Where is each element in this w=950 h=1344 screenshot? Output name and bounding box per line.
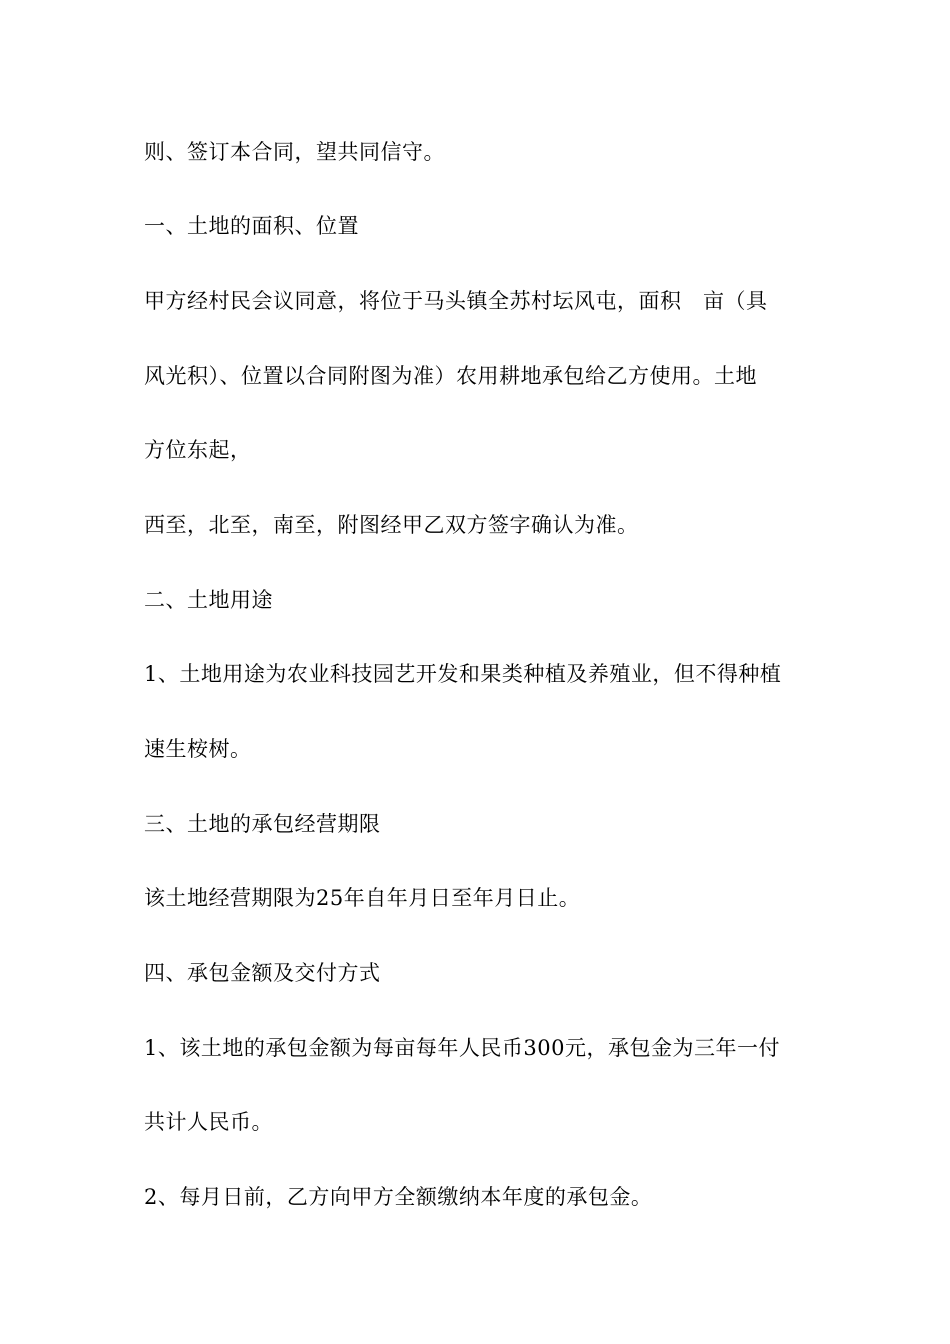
text-line-8: 1、土地用途为农业科技园艺开发和果类种植及养殖业，但不得种植: [144, 662, 782, 686]
section-heading-area-location: 一、土地的面积、位置: [144, 214, 359, 238]
section-heading-contract-term: 三、土地的承包经营期限: [144, 812, 381, 836]
section-heading-land-use: 二、土地用途: [144, 588, 273, 612]
text-line-13: 1、该土地的承包金额为每亩每年人民币300元，承包金为三年一付: [144, 1036, 780, 1060]
section-heading-payment: 四、承包金额及交付方式: [144, 961, 381, 985]
text-line-11: 该土地经营期限为25年自年月日至年月日止。: [144, 886, 581, 910]
text-line-6: 西至，北至，南至，附图经甲乙双方签字确认为准。: [144, 513, 639, 537]
text-line-3: 甲方经村民会议同意，将位于马头镇全苏村坛风屯，面积 亩（具: [144, 289, 768, 313]
text-line-4: 风光积）、位置以合同附图为准）农用耕地承包给乙方使用。土地: [144, 364, 757, 388]
text-line-1: 则、签订本合同，望共同信守。: [144, 140, 445, 164]
text-line-15: 2、每月日前，乙方向甲方全额缴纳本年度的承包金。: [144, 1185, 653, 1209]
text-line-9: 速生桉树。: [144, 737, 252, 761]
text-line-14: 共计人民币。: [144, 1110, 273, 1134]
text-line-5: 方位东起，: [144, 438, 252, 462]
